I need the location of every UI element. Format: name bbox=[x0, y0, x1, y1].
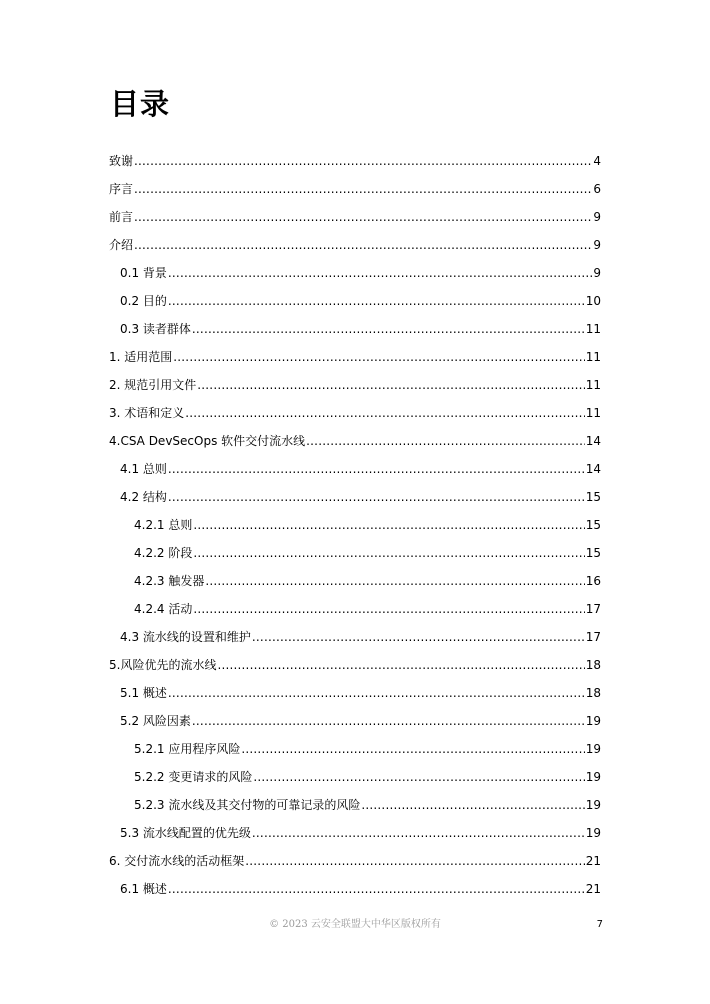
toc-entry[interactable] bbox=[109, 367, 601, 393]
toc-entry-label: 4.2.1 总则 bbox=[134, 518, 193, 532]
toc-entry-page: 17 bbox=[585, 602, 601, 616]
toc-entry-label: 5.2 风险因素 bbox=[120, 714, 191, 728]
toc-dot-leader bbox=[252, 629, 585, 645]
toc-dot-leader bbox=[134, 237, 592, 253]
toc-dot-leader bbox=[134, 153, 592, 169]
toc-entry-page: 19 bbox=[585, 798, 601, 812]
toc-entry[interactable] bbox=[134, 507, 601, 533]
toc-entry[interactable] bbox=[134, 759, 601, 785]
toc-entry-page: 17 bbox=[585, 630, 601, 644]
footer-page-number: 7 bbox=[596, 919, 603, 930]
toc-entry-label: 4.2.4 活动 bbox=[134, 602, 193, 616]
footer-copyright: © 2023 云安全联盟大中华区版权所有 bbox=[269, 919, 441, 930]
toc-entry[interactable] bbox=[120, 255, 601, 281]
toc-entry[interactable] bbox=[109, 143, 601, 169]
toc-entry-page: 11 bbox=[585, 406, 601, 420]
toc-entry-page: 18 bbox=[585, 658, 601, 672]
toc-entry[interactable] bbox=[109, 647, 601, 673]
toc-entry[interactable] bbox=[120, 479, 601, 505]
toc-entry-page: 19 bbox=[585, 826, 601, 840]
toc-entry[interactable] bbox=[109, 171, 601, 197]
toc-entry-page: 4 bbox=[593, 154, 601, 168]
toc-entry[interactable] bbox=[134, 787, 601, 813]
toc-entry[interactable] bbox=[134, 591, 601, 617]
toc-dot-leader bbox=[168, 685, 585, 701]
toc-entry-label: 6. 交付流水线的活动框架 bbox=[109, 854, 245, 868]
toc-entry[interactable] bbox=[109, 227, 601, 253]
toc-entry-label: 0.3 读者群体 bbox=[120, 322, 191, 336]
toc-dot-leader bbox=[197, 377, 584, 393]
toc-entry-page: 14 bbox=[585, 462, 601, 476]
toc-entry-label: 6.1 概述 bbox=[120, 882, 167, 896]
toc-entry-page: 15 bbox=[585, 490, 601, 504]
toc-dot-leader bbox=[134, 181, 592, 197]
toc-dot-leader bbox=[245, 853, 584, 869]
toc-entry[interactable] bbox=[120, 311, 601, 337]
toc-dot-leader bbox=[134, 209, 592, 225]
toc-dot-leader bbox=[306, 433, 585, 449]
toc-entry-label: 5.2.1 应用程序风险 bbox=[134, 742, 241, 756]
toc-dot-leader bbox=[241, 741, 584, 757]
toc-entry-page: 21 bbox=[585, 854, 601, 868]
toc-entry-page: 16 bbox=[585, 574, 601, 588]
toc-entry-label: 2. 规范引用文件 bbox=[109, 378, 197, 392]
toc-dot-leader bbox=[168, 461, 585, 477]
toc-entry-page: 11 bbox=[585, 322, 601, 336]
toc-dot-leader bbox=[168, 489, 585, 505]
toc-entry-page: 19 bbox=[585, 770, 601, 784]
toc-dot-leader bbox=[168, 265, 592, 281]
toc-entry-label: 0.2 目的 bbox=[120, 294, 167, 308]
toc-entry-page: 9 bbox=[593, 210, 601, 224]
toc-entry-page: 19 bbox=[585, 714, 601, 728]
toc-entry-label: 4.CSA DevSecOps 软件交付流水线 bbox=[109, 434, 306, 448]
toc-entry-label: 4.2.3 触发器 bbox=[134, 574, 205, 588]
toc-dot-leader bbox=[361, 797, 584, 813]
toc-dot-leader bbox=[193, 601, 584, 617]
toc-entry-label: 0.1 背景 bbox=[120, 266, 167, 280]
toc-entry-label: 5.3 流水线配置的优先级 bbox=[120, 826, 251, 840]
toc-dot-leader bbox=[253, 769, 584, 785]
toc-entry[interactable] bbox=[134, 535, 601, 561]
toc-entry-page: 10 bbox=[585, 294, 601, 308]
toc-entry-label: 4.2 结构 bbox=[120, 490, 167, 504]
toc-dot-leader bbox=[193, 545, 584, 561]
toc-entry-page: 15 bbox=[585, 518, 601, 532]
toc-dot-leader bbox=[205, 573, 584, 589]
toc-entry-page: 15 bbox=[585, 546, 601, 560]
toc-entry-page: 9 bbox=[593, 238, 601, 252]
toc-entry-page: 11 bbox=[585, 378, 601, 392]
toc-entry-page: 11 bbox=[585, 350, 601, 364]
toc-entry[interactable] bbox=[120, 619, 601, 645]
toc-entry-page: 9 bbox=[593, 266, 601, 280]
page-title: 目录 bbox=[110, 87, 171, 121]
toc-entry-label: 前言 bbox=[109, 210, 134, 224]
toc-entry[interactable] bbox=[120, 703, 601, 729]
toc-dot-leader bbox=[185, 405, 584, 421]
toc-dot-leader bbox=[173, 349, 584, 365]
toc-entry[interactable] bbox=[120, 283, 601, 309]
toc-entry[interactable] bbox=[109, 423, 601, 449]
toc-entry-label: 4.3 流水线的设置和维护 bbox=[120, 630, 251, 644]
toc-entry[interactable] bbox=[134, 731, 601, 757]
toc-entry[interactable] bbox=[120, 871, 601, 897]
toc-entry-label: 4.1 总则 bbox=[120, 462, 167, 476]
toc-entry-label: 1. 适用范围 bbox=[109, 350, 173, 364]
toc-entry-page: 14 bbox=[585, 434, 601, 448]
toc-entry-label: 致谢 bbox=[109, 154, 134, 168]
toc-entry-label: 5.1 概述 bbox=[120, 686, 167, 700]
toc-entry-page: 18 bbox=[585, 686, 601, 700]
toc-dot-leader bbox=[168, 881, 585, 897]
toc-dot-leader bbox=[192, 713, 585, 729]
toc-entry-label: 5.2.3 流水线及其交付物的可靠记录的风险 bbox=[134, 798, 361, 812]
toc-entry[interactable] bbox=[120, 815, 601, 841]
toc-dot-leader bbox=[193, 517, 584, 533]
toc-entry[interactable] bbox=[109, 843, 601, 869]
toc-entry-label: 介绍 bbox=[109, 238, 134, 252]
toc-entry-label: 5.风险优先的流水线 bbox=[109, 658, 217, 672]
toc-dot-leader bbox=[168, 293, 585, 309]
toc-entry-label: 5.2.2 变更请求的风险 bbox=[134, 770, 253, 784]
toc-dot-leader bbox=[192, 321, 585, 337]
toc-entry[interactable] bbox=[120, 675, 601, 701]
toc-entry[interactable] bbox=[134, 563, 601, 589]
toc-entry-label: 3. 术语和定义 bbox=[109, 406, 185, 420]
toc-entry[interactable] bbox=[109, 339, 601, 365]
toc-entry[interactable] bbox=[120, 451, 601, 477]
toc-dot-leader bbox=[252, 825, 585, 841]
toc-entry[interactable] bbox=[109, 395, 601, 421]
toc-entry-label: 4.2.2 阶段 bbox=[134, 546, 193, 560]
toc-dot-leader bbox=[217, 657, 584, 673]
toc-entry-page: 21 bbox=[585, 882, 601, 896]
toc-entry-page: 19 bbox=[585, 742, 601, 756]
toc-entry-label: 序言 bbox=[109, 182, 134, 196]
toc-entry-page: 6 bbox=[593, 182, 601, 196]
toc-entry[interactable] bbox=[109, 199, 601, 225]
